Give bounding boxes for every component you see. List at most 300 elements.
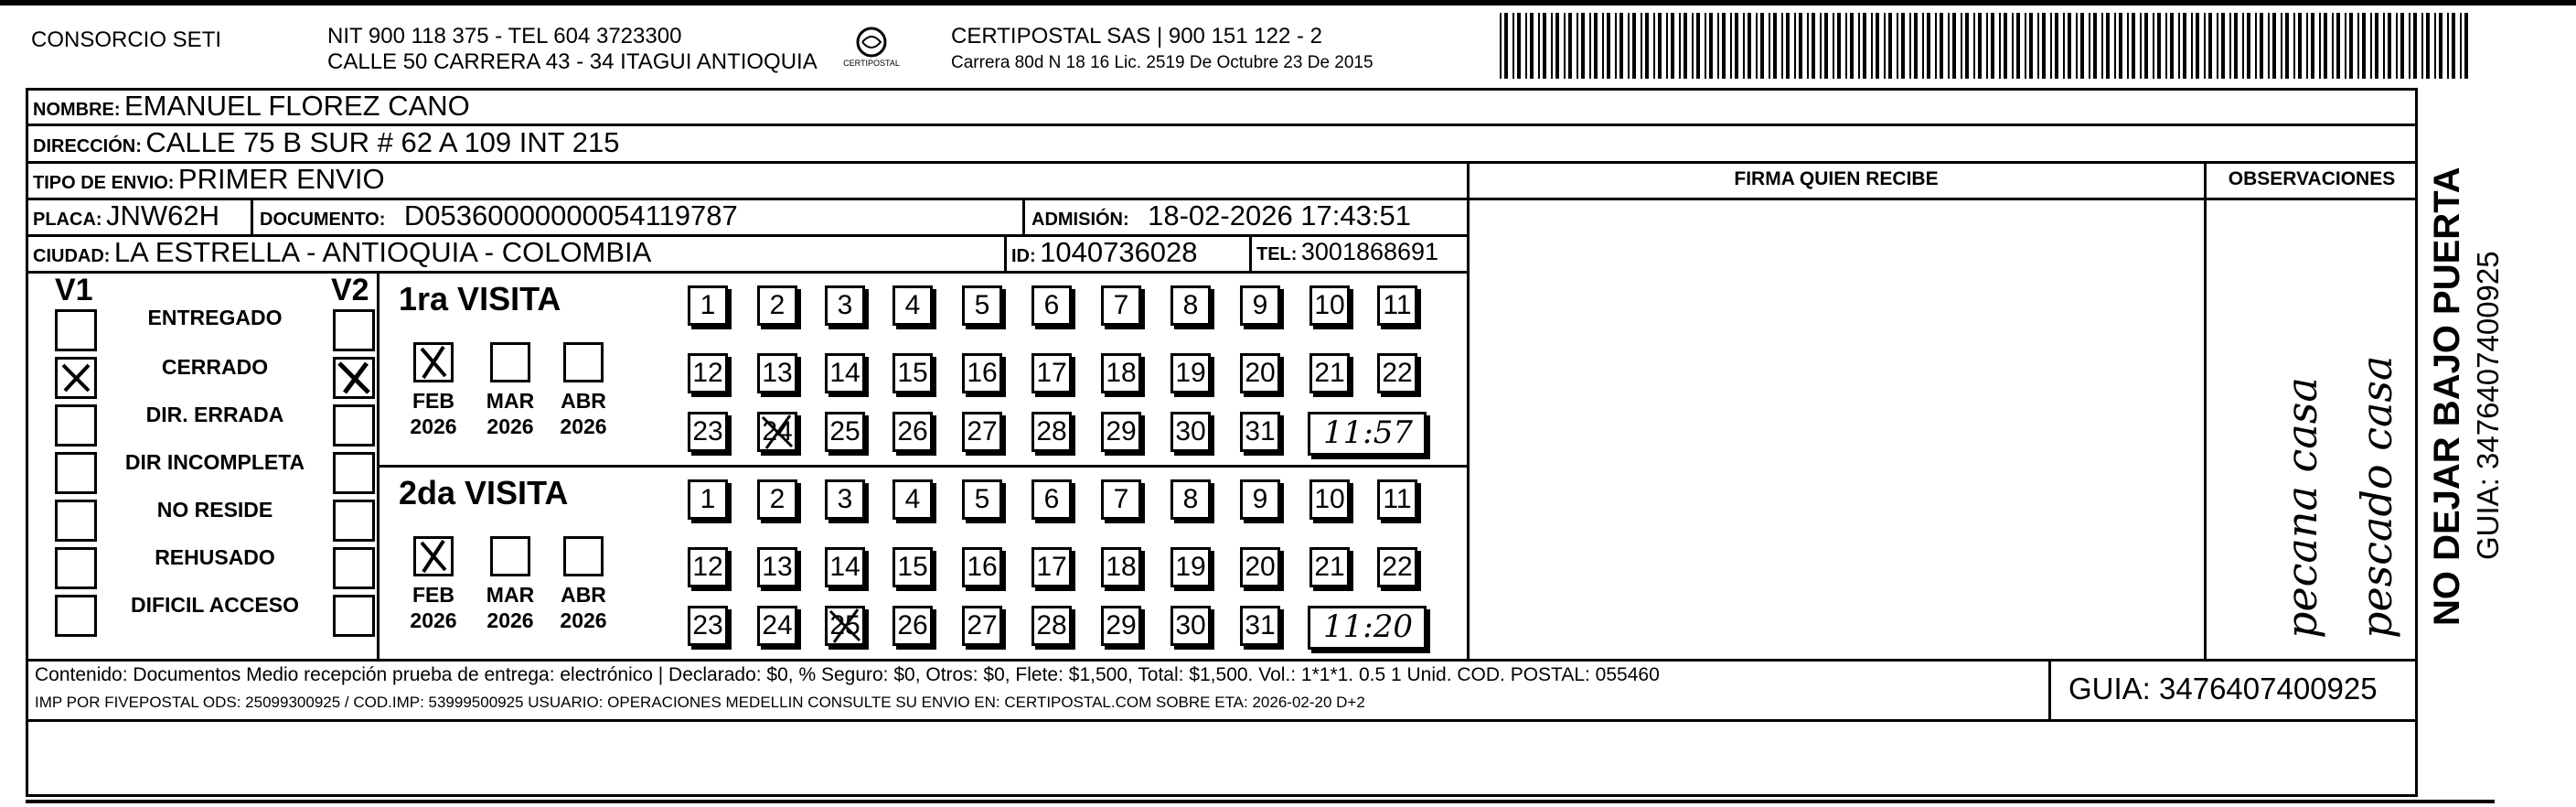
day-box[interactable]: 6 (1031, 479, 1072, 520)
barcode-bar (2025, 13, 2026, 79)
barcode-bar (1632, 13, 1636, 79)
day-box[interactable]: 22 (1377, 353, 1417, 393)
barcode-bar (1833, 13, 1834, 79)
barcode (1500, 13, 2469, 82)
barcode-bar (2255, 13, 2257, 79)
documento-label: DOCUMENTO: (260, 210, 386, 230)
nombre-label: NOMBRE: (33, 100, 121, 120)
side-guia: GUIA: 3476407400925 (2471, 251, 2505, 560)
month-year: 2026 (410, 608, 457, 632)
day-box[interactable]: 9 (1240, 479, 1280, 520)
barcode-bar (2293, 13, 2295, 79)
barcode-bar (2413, 13, 2417, 79)
barcode-bar (1692, 13, 1694, 79)
barcode-bar (1799, 13, 1802, 79)
day-box[interactable]: 22 (1377, 547, 1417, 587)
barcode-bar (2132, 13, 2135, 79)
id-value: 1040736028 (1040, 236, 1198, 268)
day-box[interactable]: 20 (1240, 353, 1280, 393)
barcode-bar (2375, 13, 2378, 79)
direccion-value: CALLE 75 B SUR # 62 A 109 INT 215 (145, 126, 620, 158)
barcode-bar (2004, 13, 2007, 79)
barcode-bar (2247, 13, 2250, 79)
barcode-bar (1760, 13, 1764, 79)
day-box[interactable]: 25 (825, 606, 865, 646)
barcode-bar (2421, 13, 2423, 79)
barcode-bar (1986, 13, 1988, 79)
day-box[interactable]: 10 (1309, 285, 1350, 326)
documento-value: D05360000000054119787 (403, 199, 738, 231)
day-box[interactable]: 29 (1101, 412, 1141, 452)
col-line (1022, 198, 1025, 234)
barcode-bar (2042, 13, 2046, 79)
certipostal-address: Carrera 80d N 18 16 Lic. 2519 De Octubre 23 De 2015 (951, 53, 1374, 72)
v1-checkbox[interactable] (55, 404, 97, 447)
status-reason-label: NO RESIDE (156, 498, 273, 522)
barcode-bar (1786, 13, 1790, 79)
day-box[interactable]: 15 (893, 353, 933, 393)
tipo-value: PRIMER ENVIO (177, 163, 385, 195)
day-box[interactable]: 24 (757, 606, 797, 646)
day-box[interactable]: 20 (1240, 547, 1280, 587)
barcode-bar (2183, 13, 2186, 79)
day-box[interactable]: 31 (1240, 606, 1280, 646)
barcode-bar (1901, 13, 1905, 79)
day-box[interactable]: 8 (1170, 285, 1211, 326)
barcode-bar (2357, 13, 2359, 79)
admision-label: ADMISIÓN: (1031, 210, 1129, 230)
day-box[interactable]: 17 (1031, 353, 1072, 393)
tel-value: 3001868691 (1300, 238, 1439, 265)
day-box[interactable]: 18 (1101, 547, 1141, 587)
day-box[interactable]: 26 (893, 606, 933, 646)
observaciones-header: OBSERVACIONES (2228, 168, 2396, 189)
day-box[interactable]: 1 (688, 285, 728, 326)
day-mark (757, 412, 797, 457)
col-line (377, 271, 379, 660)
id-label: ID: (1011, 246, 1036, 266)
day-box[interactable]: 9 (1240, 285, 1280, 326)
barcode-bar (1756, 13, 1758, 79)
status-reason-label: REHUSADO (155, 545, 275, 569)
barcode-bar (2383, 13, 2385, 79)
col-line (2048, 659, 2051, 719)
day-box[interactable]: 29 (1101, 606, 1141, 646)
barcode-bar (1812, 13, 1815, 79)
admision-field (1031, 199, 1411, 232)
row-line (26, 719, 2418, 722)
col-line (1467, 161, 1470, 660)
barcode-bar (1824, 13, 1828, 79)
col-line (251, 198, 253, 234)
barcode-bar (1773, 13, 1777, 79)
barcode-bar (1807, 13, 1809, 79)
barcode-bar (1577, 13, 1578, 79)
barcode-bar (1888, 13, 1892, 79)
logo-caption: CERTIPOSTAL (843, 59, 900, 68)
barcode-bar (1884, 13, 1886, 79)
status-reason-label: DIR INCOMPLETA (124, 450, 305, 474)
month-name: FEB (412, 583, 454, 607)
barcode-bar (2196, 13, 2199, 79)
visit-title: 2da VISITA (399, 474, 569, 511)
day-box[interactable]: 12 (688, 353, 728, 393)
barcode-bar (2336, 13, 2340, 79)
v2-checkbox[interactable] (333, 357, 375, 399)
day-mark (825, 606, 865, 651)
barcode-bar (1922, 13, 1924, 79)
ciudad-field (33, 236, 651, 269)
barcode-bar (2076, 13, 2078, 79)
nombre-row (33, 90, 470, 123)
barcode-bar (2080, 13, 2084, 79)
col-line (1004, 234, 1007, 271)
barcode-bar (1525, 13, 1527, 79)
placa-field (33, 199, 219, 232)
direccion-label: DIRECCIÓN: (33, 136, 142, 156)
day-box[interactable]: 8 (1170, 479, 1211, 520)
barcode-bar (1641, 13, 1642, 79)
barcode-bar (2349, 13, 2353, 79)
barcode-bar (2101, 13, 2103, 79)
day-box[interactable]: 2 (757, 479, 797, 520)
barcode-bar (2093, 13, 2097, 79)
day-box[interactable]: 30 (1170, 606, 1211, 646)
barcode-bar (1551, 13, 1553, 79)
barcode-bar (2447, 13, 2449, 79)
barcode-bar (1602, 13, 1604, 79)
barcode-bar (1517, 13, 1521, 79)
barcode-bar (2016, 13, 2020, 79)
barcode-bar (2229, 13, 2231, 79)
barcode-bar (1952, 13, 1956, 79)
month-year: 2026 (410, 414, 457, 438)
barcode-bar (1876, 13, 1879, 79)
day-box[interactable]: 15 (893, 547, 933, 587)
barcode-bar (1909, 13, 1911, 79)
day-box[interactable]: 27 (962, 606, 1002, 646)
barcode-bar (2127, 13, 2129, 79)
barcode-bar (2409, 13, 2410, 79)
day-box[interactable]: 30 (1170, 412, 1211, 452)
barcode-bar (2063, 13, 2065, 79)
day-box[interactable]: 4 (893, 479, 933, 520)
day-box[interactable]: 28 (1031, 606, 1072, 646)
day-box[interactable]: 13 (757, 353, 797, 393)
visit-time: 11:57 (1323, 414, 1413, 451)
barcode-bar (2260, 13, 2263, 79)
v2-checkbox[interactable] (333, 309, 375, 351)
footer-contenido: Contenido: Documentos Medio recepción prueba de entrega: electrónico | Declarado: $0, % Seguro: $0, Otros: $0, Flete: $1,500, Total: $1,500. Vol.: 1*1*1. 0.5 1 Unid. COD. POSTAL: 055460 (35, 664, 1660, 685)
barcode-bar (1615, 13, 1617, 79)
footer-guia: GUIA: 3476407400925 (2068, 672, 2378, 705)
col-line (1249, 234, 1252, 271)
tel-field (1256, 238, 1438, 266)
barcode-bar (1845, 13, 1847, 79)
month-checkbox[interactable] (413, 342, 454, 382)
v1-checkbox[interactable] (55, 357, 97, 399)
barcode-bar (1538, 13, 1540, 79)
barcode-bar (2037, 13, 2039, 79)
barcode-bar (1530, 13, 1534, 79)
day-box[interactable]: 12 (688, 547, 728, 587)
barcode-bar (1961, 13, 1962, 79)
barcode-bar (2050, 13, 2052, 79)
nombre-value: EMANUEL FLOREZ CANO (124, 90, 470, 122)
barcode-bar (2204, 13, 2206, 79)
day-box[interactable]: 7 (1101, 479, 1141, 520)
barcode-bar (1781, 13, 1783, 79)
side-notice: NO DEJAR BAJO PUERTA (2427, 167, 2467, 626)
tipo-row (33, 163, 385, 196)
barcode-bar (1658, 13, 1662, 79)
tipo-label: TIPO DE ENVIO: (33, 173, 175, 193)
v2-label: V2 (331, 273, 369, 307)
v2-checkbox[interactable] (333, 595, 375, 637)
row-line (26, 659, 2418, 662)
barcode-bar (1897, 13, 1898, 79)
barcode-bar (1973, 13, 1975, 79)
barcode-bar (1705, 13, 1706, 79)
company-nit-tel: NIT 900 118 375 - TEL 604 3723300 (327, 24, 682, 48)
barcode-bar (1743, 13, 1745, 79)
barcode-bar (2191, 13, 2193, 79)
day-box[interactable]: 19 (1170, 547, 1211, 587)
v2-checkbox[interactable] (333, 500, 375, 542)
day-box[interactable]: 5 (962, 479, 1002, 520)
barcode-bar (2388, 13, 2391, 79)
barcode-bar (1500, 13, 1502, 79)
day-box[interactable]: 5 (962, 285, 1002, 326)
barcode-bar (1850, 13, 1854, 79)
visit-time-box[interactable] (1308, 412, 1427, 456)
barcode-bar (1948, 13, 1950, 79)
day-box[interactable]: 16 (962, 547, 1002, 587)
barcode-bar (1619, 13, 1623, 79)
v1-label: V1 (55, 273, 93, 307)
day-box[interactable]: 21 (1309, 547, 1350, 587)
barcode-bar (1607, 13, 1610, 79)
visit-time-box[interactable] (1308, 606, 1427, 650)
row-line (377, 465, 1469, 468)
top-border (0, 0, 2576, 5)
day-box[interactable]: 11 (1377, 479, 1417, 520)
visit-title: 1ra VISITA (399, 280, 561, 317)
barcode-bar (1512, 13, 1514, 79)
visit-time: 11:20 (1323, 608, 1413, 645)
barcode-bar (1504, 13, 1508, 79)
barcode-bar (2298, 13, 2302, 79)
day-box[interactable]: 23 (688, 606, 728, 646)
barcode-bar (2319, 13, 2321, 79)
barcode-bar (2217, 13, 2218, 79)
placa-value: JNW62H (106, 199, 220, 231)
barcode-bar (2439, 13, 2442, 79)
day-box[interactable]: 2 (757, 285, 797, 326)
month-name: FEB (412, 389, 454, 413)
day-box[interactable]: 21 (1309, 353, 1350, 393)
day-box[interactable]: 3 (825, 285, 865, 326)
barcode-bar (1581, 13, 1585, 79)
month-year: 2026 (486, 608, 534, 632)
barcode-bar (1863, 13, 1866, 79)
bottom-edge (26, 800, 2495, 803)
day-box[interactable]: 7 (1101, 285, 1141, 326)
day-box[interactable]: 16 (962, 353, 1002, 393)
barcode-bar (1594, 13, 1598, 79)
barcode-bar (2012, 13, 2014, 79)
month-year: 2026 (560, 608, 607, 632)
barcode-bar (1965, 13, 1969, 79)
day-box[interactable]: 27 (962, 412, 1002, 452)
barcode-bar (2144, 13, 2148, 79)
barcode-bar (1564, 13, 1566, 79)
company-address: CALLE 50 CARRERA 43 - 34 ITAGUI ANTIOQUIA (327, 49, 818, 74)
barcode-bar (2178, 13, 2180, 79)
direccion-row (33, 126, 620, 159)
barcode-bar (2221, 13, 2225, 79)
firma-header: FIRMA QUIEN RECIBE (1734, 168, 1939, 189)
month-name: ABR (561, 389, 606, 413)
ciudad-label: CIUDAD: (33, 246, 111, 266)
barcode-bar (2370, 13, 2372, 79)
day-box[interactable]: 14 (825, 353, 865, 393)
barcode-bar (1717, 13, 1719, 79)
barcode-bar (1748, 13, 1751, 79)
barcode-bar (2396, 13, 2398, 79)
barcode-bar (2400, 13, 2404, 79)
barcode-bar (2311, 13, 2314, 79)
barcode-bar (1722, 13, 1726, 79)
admision-value: 18-02-2026 17:43:51 (1148, 199, 1411, 231)
day-box[interactable]: 1 (688, 479, 728, 520)
barcode-bar (2452, 13, 2455, 79)
barcode-bar (2153, 13, 2154, 79)
barcode-bar (2114, 13, 2116, 79)
barcode-bar (1837, 13, 1841, 79)
v1-checkbox[interactable] (55, 595, 97, 637)
day-box[interactable]: 4 (893, 285, 933, 326)
v1-checkbox[interactable] (55, 309, 97, 351)
barcode-bar (2165, 13, 2167, 79)
day-box[interactable]: 6 (1031, 285, 1072, 326)
certipostal-name: CERTIPOSTAL SAS | 900 151 122 - 2 (951, 24, 1322, 48)
tel-label: TEL: (1256, 244, 1298, 264)
day-box[interactable]: 13 (757, 547, 797, 587)
v2-checkbox[interactable] (333, 547, 375, 589)
barcode-bar (2268, 13, 2270, 79)
barcode-bar (2272, 13, 2276, 79)
ciudad-value: LA ESTRELLA - ANTIOQUIA - COLOMBIA (113, 236, 652, 268)
day-box[interactable]: 25 (825, 412, 865, 452)
barcode-bar (2281, 13, 2282, 79)
day-box[interactable]: 17 (1031, 547, 1072, 587)
barcode-bar (2426, 13, 2430, 79)
barcode-bar (1645, 13, 1649, 79)
barcode-bar (1589, 13, 1591, 79)
placa-label: PLACA: (33, 210, 102, 230)
month-checkbox[interactable] (413, 536, 454, 576)
v1-checkbox[interactable] (55, 500, 97, 542)
barcode-bar (1730, 13, 1732, 79)
barcode-bar (2029, 13, 2033, 79)
barcode-bar (1696, 13, 1700, 79)
barcode-bar (2157, 13, 2161, 79)
month-checkbox[interactable] (563, 342, 604, 382)
barcode-bar (2208, 13, 2212, 79)
barcode-bar (1543, 13, 1546, 79)
barcode-bar (1683, 13, 1687, 79)
barcode-bar (1820, 13, 1822, 79)
barcode-bar (2140, 13, 2142, 79)
barcode-bar (2242, 13, 2244, 79)
day-box[interactable]: 23 (688, 412, 728, 452)
barcode-bar (1679, 13, 1681, 79)
barcode-bar (1653, 13, 1655, 79)
barcode-bar (2464, 13, 2468, 79)
barcode-bar (2089, 13, 2090, 79)
barcode-bar (1769, 13, 1770, 79)
barcode-bar (2306, 13, 2308, 79)
barcode-bar (1794, 13, 1796, 79)
status-reason-label: ENTREGADO (147, 306, 283, 329)
barcode-bar (1978, 13, 1982, 79)
day-box[interactable]: 11 (1377, 285, 1417, 326)
day-box[interactable]: 19 (1170, 353, 1211, 393)
barcode-bar (2170, 13, 2174, 79)
day-box[interactable]: 3 (825, 479, 865, 520)
barcode-bar (1940, 13, 1943, 79)
barcode-bar (1999, 13, 2001, 79)
day-box[interactable]: 31 (1240, 412, 1280, 452)
month-year: 2026 (560, 414, 607, 438)
month-checkbox[interactable] (563, 536, 604, 576)
barcode-bar (1555, 13, 1559, 79)
id-field (1011, 236, 1198, 269)
day-box[interactable]: 18 (1101, 353, 1141, 393)
barcode-bar (1671, 13, 1674, 79)
barcode-bar (2234, 13, 2238, 79)
barcode-bar (1914, 13, 1918, 79)
month-year: 2026 (486, 414, 534, 438)
status-reason-label: CERRADO (161, 355, 269, 379)
barcode-bar (1735, 13, 1738, 79)
day-box[interactable]: 24 (757, 412, 797, 452)
barcode-bar (1871, 13, 1873, 79)
barcode-bar (1935, 13, 1937, 79)
month-checkbox[interactable] (490, 342, 530, 382)
v2-checkbox[interactable] (333, 452, 375, 494)
month-name: ABR (561, 583, 606, 607)
month-checkbox[interactable] (490, 536, 530, 576)
footer-imp: IMP POR FIVEPOSTAL ODS: 25099300925 / COD.IMP: 53999500925 USUARIO: OPERACIONES MEDELLIN CONSULTE SU ENVIO EN: CERTIPOSTAL.COM SOBRE ETA: 2026-02-20 D+2 (35, 694, 1365, 711)
day-box[interactable]: 26 (893, 412, 933, 452)
barcode-bar (2285, 13, 2289, 79)
day-box[interactable]: 14 (825, 547, 865, 587)
day-box[interactable]: 10 (1309, 479, 1350, 520)
barcode-bar (2068, 13, 2071, 79)
handwritten-observations: pecana casa pescado casa (2277, 355, 2401, 639)
barcode-bar (1666, 13, 1668, 79)
month-name: MAR (486, 389, 535, 413)
v1-checkbox[interactable] (55, 547, 97, 589)
day-box[interactable]: 28 (1031, 412, 1072, 452)
barcode-bar (1858, 13, 1860, 79)
v1-checkbox[interactable] (55, 452, 97, 494)
barcode-bar (1709, 13, 1713, 79)
barcode-bar (2119, 13, 2122, 79)
v2-checkbox[interactable] (333, 404, 375, 447)
